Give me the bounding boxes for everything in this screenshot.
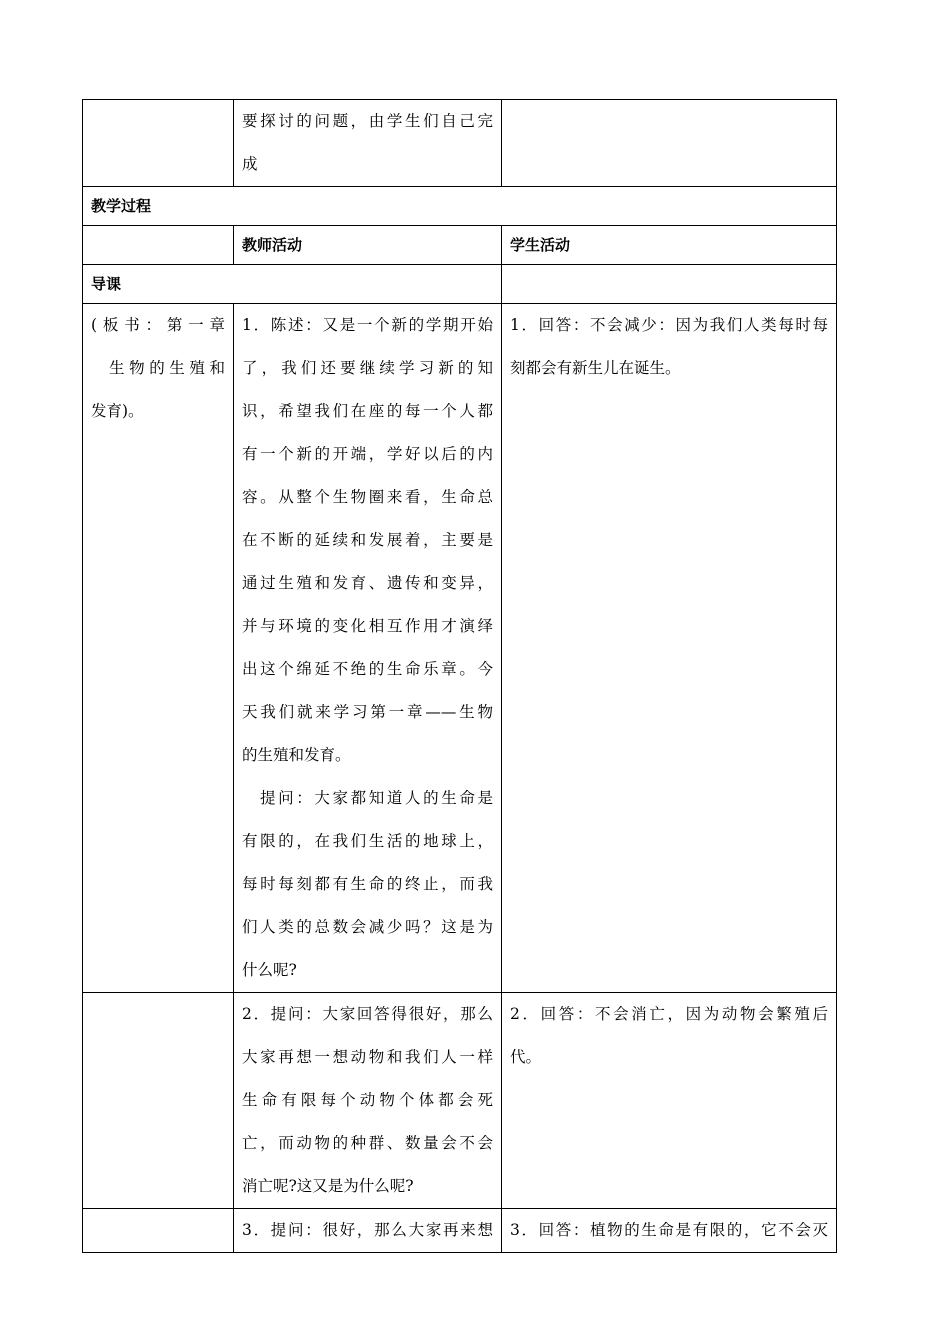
text-line: 生物的生殖和 — [109, 359, 225, 377]
empty-cell — [83, 993, 234, 1209]
text-line: 大家再想一想动物和我们人一样 — [242, 1048, 493, 1066]
student-cell — [502, 1209, 837, 1253]
text-line: 成 — [242, 155, 258, 173]
student-cell — [502, 993, 837, 1209]
text-line: 天我们就来学习第一章——生物 — [242, 703, 493, 721]
text-line: 每时每刻都有生命的终止，而我 — [242, 875, 493, 893]
student-activity-header: 学生活动 — [502, 226, 837, 265]
teacher-cell — [234, 993, 502, 1209]
text-line: 3．回答：植物的生命是有限的，它不会灭 — [510, 1221, 828, 1239]
empty-cell — [83, 1209, 234, 1253]
section-row — [83, 187, 837, 226]
text-line: 们人类的总数会减少吗？这是为 — [242, 918, 493, 936]
lesson-plan-table — [82, 99, 837, 1253]
text-line: 刻都会有新生儿在诞生。 — [510, 359, 681, 377]
empty-cell — [502, 265, 837, 304]
text-line: 生命有限每个动物个体都会死 — [242, 1091, 493, 1109]
text-line: 的生殖和发育。 — [242, 746, 351, 764]
text-line: 通过生殖和发育、遗传和变异， — [242, 574, 493, 592]
teacher-cell — [234, 1209, 502, 1253]
text-line: 3．提问：很好，那么大家再来想 — [242, 1221, 493, 1239]
text-line: 1．陈述：又是一个新的学期开始 — [242, 316, 493, 334]
text-line: 提问：大家都知道人的生命是 — [260, 789, 493, 807]
table-row — [83, 100, 837, 187]
table-row — [83, 1209, 837, 1253]
intro-title: 导课 — [83, 265, 502, 304]
text-line: 识，希望我们在座的每一个人都 — [242, 402, 493, 420]
text-line: 有一个新的开端，学好以后的内 — [242, 445, 493, 463]
empty-cell — [83, 226, 234, 265]
text-line: 2．回答：不会消亡，因为动物会繁殖后 — [510, 1005, 828, 1023]
board-cell — [83, 304, 234, 993]
intro-row — [83, 265, 837, 304]
text-line: 在不断的延续和发展着，主要是 — [242, 531, 493, 549]
table-row — [83, 993, 837, 1209]
empty-cell — [502, 100, 837, 187]
section-title: 教学过程 — [83, 187, 837, 226]
empty-cell — [83, 100, 234, 187]
table-row — [83, 304, 837, 993]
teacher-activity-header: 教师活动 — [234, 226, 502, 265]
text-line: (板书：第一章 — [91, 316, 225, 334]
text-line: 要探讨的问题，由学生们自己完 — [242, 112, 493, 130]
text-line: 1．回答：不会减少：因为我们人类每时每 — [510, 316, 828, 334]
text-line: 容。从整个生物圈来看，生命总 — [242, 488, 493, 506]
text-line: 消亡呢?这又是为什么呢? — [242, 1177, 414, 1195]
text-line: 代。 — [510, 1048, 542, 1066]
text-line: 有限的，在我们生活的地球上， — [242, 832, 493, 850]
text-line: 了，我们还要继续学习新的知 — [242, 359, 493, 377]
student-cell — [502, 304, 837, 993]
lesson-plan-page — [82, 99, 837, 1239]
text-line: 2．提问：大家回答得很好，那么 — [242, 1005, 493, 1023]
text-line: 亡，而动物的种群、数量会不会 — [242, 1134, 493, 1152]
text-line: 并与环境的变化相互作用才演绎 — [242, 617, 493, 635]
text-line: 发育)。 — [91, 402, 144, 420]
header-row — [83, 226, 837, 265]
text-line: 什么呢? — [242, 961, 297, 979]
teacher-cell — [234, 100, 502, 187]
teacher-cell — [234, 304, 502, 993]
text-line: 出这个绵延不绝的生命乐章。今 — [242, 660, 493, 678]
